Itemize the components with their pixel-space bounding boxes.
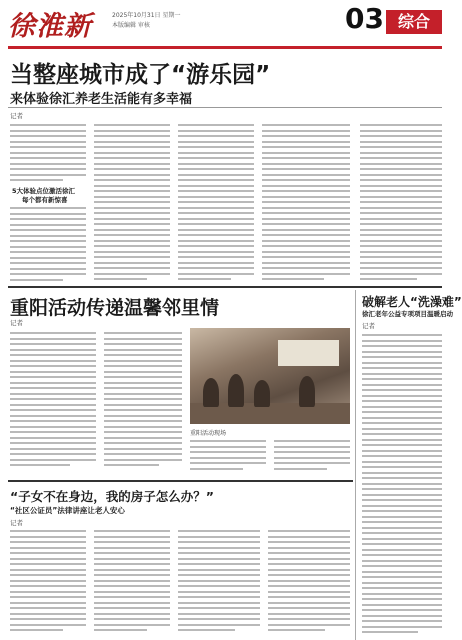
article2-col3-text <box>190 440 266 474</box>
section-tab: 综合 <box>386 10 442 34</box>
article3-text <box>362 334 442 634</box>
date-line: 2025年10月31日 星期一 <box>112 12 181 19</box>
article1-byline: 记者 <box>10 112 23 120</box>
article2-col1-text <box>10 332 96 474</box>
article4-subhead: “社区公证员”法律讲座让老人安心 <box>10 506 125 515</box>
column-divider <box>355 290 356 640</box>
article3-subhead: 徐汇老年公益专项项目温暖启动 <box>362 310 453 318</box>
article2-photo-caption: 重阳活动现场 <box>190 430 227 437</box>
article2-photo <box>190 328 350 424</box>
article4-col2-text <box>94 530 170 634</box>
article4-headline: “子女不在身边，我的房子怎么办？” <box>10 489 214 504</box>
article3-byline: 记者 <box>362 322 375 330</box>
article1-col4-text <box>262 124 350 281</box>
article1-col3-text <box>178 124 254 281</box>
article3-headline: 破解老人“洗澡难” <box>362 295 462 309</box>
page-number: 03 <box>345 2 384 35</box>
section-divider-2 <box>8 480 353 482</box>
article1-subheading-1: 5大体验点位激活徐汇 <box>12 187 76 195</box>
section-divider-1 <box>8 286 442 288</box>
article1-subhead: 来体验徐汇养老生活能有多幸福 <box>10 92 193 107</box>
article4-col4-text <box>268 530 350 634</box>
masthead <box>0 0 450 46</box>
newspaper-logo: 徐淮新 <box>8 11 92 42</box>
article1-col1b-text <box>10 207 86 281</box>
editor-line: 本版编辑 审核 <box>112 22 150 29</box>
article1-col5-text <box>360 124 442 281</box>
article1-headline: 当整座城市成了“游乐园” <box>10 62 271 88</box>
article1-col1a-text <box>10 124 86 182</box>
masthead-rule <box>8 46 442 49</box>
article4-col3-text <box>178 530 260 634</box>
article2-headline: 重阳活动传递温馨邻里情 <box>10 297 220 319</box>
article4-byline: 记者 <box>10 519 23 527</box>
article2-col2-text <box>104 332 182 474</box>
article4-col1-text <box>10 530 86 634</box>
article2-col4-text <box>274 440 350 474</box>
article1-rule <box>8 107 442 108</box>
article1-subheading-2: 每个都有新惊喜 <box>22 196 68 204</box>
article2-byline: 记者 <box>10 319 23 327</box>
article1-col2-text <box>94 124 170 281</box>
